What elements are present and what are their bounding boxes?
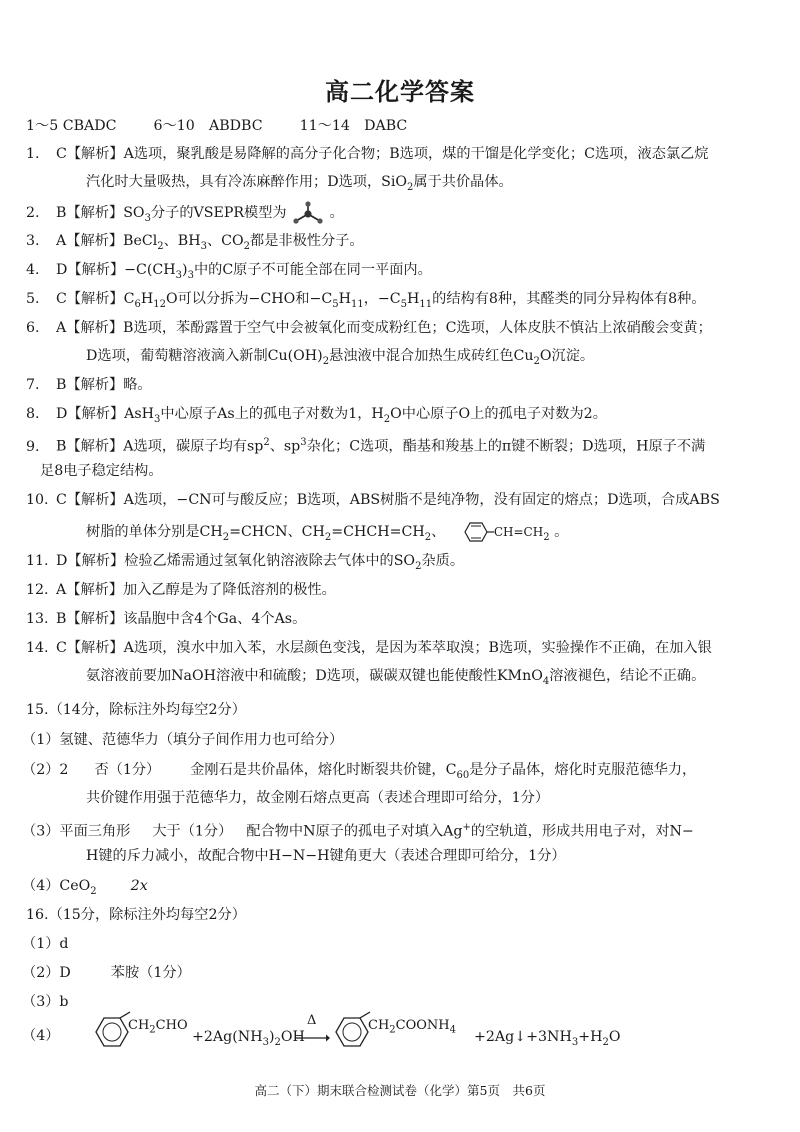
- analysis-text: −C(CH: [124, 262, 176, 278]
- question-answer: B: [56, 377, 67, 393]
- analysis-text: 的空轨道，形成共用电子对，对N−: [470, 823, 694, 840]
- analysis-text: （4）CeO: [22, 878, 91, 894]
- analysis-text: 该晶胞中含4个Ga、4个As。: [123, 611, 307, 627]
- analysis-text: 、BH: [163, 233, 201, 249]
- q15-part2-line1: [22, 760, 696, 786]
- reactant-aldehyde-substituent: [128, 1016, 188, 1041]
- analysis-text: （2）D: [22, 965, 71, 981]
- analysis-text: 、CO: [206, 233, 244, 249]
- analysis-text: 否（1分）: [94, 762, 161, 778]
- q16-part2: [22, 963, 191, 983]
- analysis-tag: 【解析】: [67, 262, 125, 278]
- analysis-text: ): [268, 1029, 275, 1045]
- question-answer: B: [56, 205, 67, 221]
- analysis-text: A选项，聚乳酸是易降解的高分子化合物；B选项，煤的干馏是化学变化；C选项，液态氯乙烷: [123, 146, 709, 162]
- analysis-text: +2Ag↓+3NH: [474, 1029, 572, 1045]
- reaction-arrow-icon: [296, 1033, 330, 1043]
- question-answer: A: [56, 582, 67, 598]
- analysis-text: +2Ag(NH: [192, 1029, 263, 1045]
- subscript: 2: [274, 1036, 281, 1048]
- analysis-text: A选项，−CN可与酸反应；B选项，ABS树脂不是纯净物，没有固定的熔点；D选项，合成ABS: [123, 492, 720, 508]
- subscript: 60: [456, 769, 470, 781]
- analysis-tag: 【解析】: [66, 320, 124, 336]
- subscript: 3: [571, 1036, 579, 1048]
- analysis-text: 加入乙醇是为了降低溶剂的极性。: [123, 582, 336, 598]
- product-ammonium-salt-substituent: [368, 1016, 456, 1041]
- analysis-text: 杂化；C选项，酯基和羧基上的π键不断裂；D选项，H原子不满: [306, 438, 706, 455]
- subscript: 3: [144, 212, 151, 224]
- subscript: 2: [322, 355, 330, 367]
- q16-part4-label: （4）: [22, 1028, 60, 1044]
- analysis-text: 足8电子稳定结构。: [40, 463, 163, 479]
- subscript: 3: [187, 269, 194, 281]
- subscript: 2: [389, 1024, 396, 1036]
- question-number: 6.: [26, 320, 40, 336]
- heat-symbol: Δ: [307, 1013, 317, 1028]
- question-number: 13.: [26, 611, 49, 627]
- q15-part3-line1: [22, 818, 694, 842]
- analysis-text: O沉淀。: [539, 348, 595, 364]
- question-number: 2.: [26, 205, 40, 221]
- reactant-tollens: [192, 1027, 305, 1053]
- analysis-tag: 【解析】: [66, 291, 124, 307]
- question-answer: B: [56, 438, 67, 455]
- q4-line: [26, 260, 432, 286]
- analysis-text: COONH: [395, 1018, 450, 1033]
- analysis-text: 中的C原子不可能全部在同一平面内。: [193, 262, 432, 278]
- analysis-tag: 【解析】: [66, 233, 124, 249]
- subscript: 3: [262, 1036, 269, 1048]
- subscript: 4: [449, 1024, 457, 1036]
- answer-key-row: [26, 116, 407, 136]
- q15-part3-line2: H键的斥力减小，故配合物中H−N−H键角更大（表述合理即可给分，1分）: [86, 848, 566, 864]
- subscript: 5: [332, 298, 339, 310]
- subscript: 2: [222, 531, 230, 543]
- analysis-text: 略。: [123, 377, 152, 393]
- subscript: 2: [407, 181, 414, 193]
- subscript: 3: [175, 269, 183, 281]
- q1-line2: [86, 172, 513, 198]
- analysis-tag: 【解析】: [66, 492, 124, 508]
- subscript: 2: [543, 531, 550, 543]
- question-number: 5.: [26, 291, 40, 307]
- subscript: 11: [350, 298, 364, 310]
- page-footer: 高二（下）期末联合检测试卷（化学）第5页 共6页: [254, 1083, 546, 1098]
- q10-line2: [86, 520, 568, 548]
- analysis-text: ，−C: [363, 291, 401, 307]
- question-number: 9.: [26, 438, 40, 455]
- analysis-text: 。: [554, 524, 569, 540]
- answer-key-6-10: 6～10 ABDBC: [153, 118, 263, 134]
- analysis-text: CH: [128, 1018, 150, 1033]
- analysis-text: C: [123, 291, 135, 307]
- analysis-text: 2x: [130, 878, 148, 894]
- q2-line: [26, 202, 344, 229]
- analysis-tag: 【解析】: [66, 611, 124, 627]
- analysis-text: 、: [431, 524, 446, 540]
- question-number: 11.: [26, 553, 49, 569]
- subscript: 4: [542, 675, 550, 687]
- q5-line: [26, 289, 706, 315]
- q12-line: [26, 580, 336, 600]
- analysis-text: 配合物中N原子的孤电子对填入Ag: [246, 823, 463, 840]
- analysis-text: A选项，碳原子均有sp: [123, 438, 264, 455]
- q13-line: [26, 609, 306, 629]
- q10-line1: [26, 490, 720, 510]
- analysis-text: 氨溶液前要加NaOH溶液中和硫酸；D选项，碳碳双键也能使酸性KMnO: [86, 668, 543, 684]
- question-number: 8.: [26, 406, 40, 422]
- analysis-text: B选项，苯酚露置于空气中会被氧化而变成粉红色；C选项，人体皮肤不慎沾上浓硝酸会变黄；: [123, 320, 712, 336]
- analysis-text: O: [608, 1029, 621, 1045]
- analysis-text: CH=CH: [493, 525, 544, 539]
- analysis-text: OH: [280, 1029, 305, 1045]
- analysis-tag: 【解析】: [66, 438, 124, 455]
- analysis-text: 杂质。: [421, 553, 465, 569]
- question-answer: D: [56, 553, 68, 569]
- question-answer: C: [56, 492, 67, 508]
- question-number: 12.: [26, 582, 49, 598]
- subscript: 2: [415, 560, 422, 572]
- analysis-tag: 【解析】: [67, 406, 125, 422]
- analysis-text: +H: [578, 1029, 603, 1045]
- analysis-tag: 【解析】: [66, 377, 124, 393]
- analysis-text: 的结构有8种，其醛类的同分异构体有8种。: [432, 291, 706, 307]
- q7-line: [26, 375, 152, 395]
- analysis-tag: 【解析】: [66, 640, 124, 656]
- question-answer: A: [56, 320, 67, 336]
- products-rest: [474, 1027, 621, 1053]
- analysis-text: 中心原子As上的孤电子对数为1，H: [160, 406, 384, 422]
- analysis-text: 分子的VSEPR模型为: [150, 205, 287, 221]
- subscript: 2: [149, 1024, 156, 1036]
- analysis-text: CH: [368, 1018, 390, 1033]
- q15-part4: [22, 876, 148, 902]
- question-number: 7.: [26, 377, 40, 393]
- analysis-text: 汽化时大量吸热，具有冷冻麻醉作用；D选项，SiO: [86, 174, 408, 190]
- question-number: 3.: [26, 233, 40, 249]
- question-answer: D: [56, 406, 68, 422]
- benzene-ring-icon: [458, 520, 494, 544]
- analysis-text: ): [182, 262, 188, 278]
- subscript: 3: [200, 240, 207, 252]
- q6-line1: [26, 318, 712, 338]
- analysis-text: 溶液褪色，结论不正确。: [549, 668, 706, 684]
- analysis-text: =CHCH=CH: [331, 524, 425, 540]
- q9-line2: [40, 461, 163, 481]
- subscript: 2: [602, 1036, 609, 1048]
- analysis-text: 苯胺（1分）: [110, 965, 191, 981]
- question-number: 14.: [26, 640, 49, 656]
- q9-line1: [26, 433, 705, 457]
- analysis-tag: 【解析】: [66, 146, 124, 162]
- q15-heading: 15.（14分，除标注外均每空2分）: [26, 702, 246, 718]
- analysis-text: 。: [329, 205, 344, 221]
- page-title: 高二化学答案: [325, 78, 475, 106]
- subscript: 2: [324, 531, 332, 543]
- analysis-text: AsH: [124, 406, 155, 422]
- q3-line: [26, 231, 364, 257]
- question-number: 10.: [26, 492, 49, 508]
- analysis-tag: 【解析】: [67, 553, 125, 569]
- subscript: 12: [153, 298, 166, 310]
- question-number: 1.: [26, 146, 40, 162]
- question-number: 4.: [26, 262, 40, 278]
- analysis-text: A选项，溴水中加入苯，水层颜色变浅，是因为苯萃取溴；B选项，实验操作不正确，在加入银: [123, 640, 712, 656]
- analysis-text: O可以分拆为−CHO和−C: [165, 291, 333, 307]
- subscript: 6: [134, 298, 141, 310]
- analysis-text: 属于共价晶体。: [413, 174, 513, 190]
- analysis-text: CHO: [155, 1018, 188, 1033]
- analysis-text: BeCl: [123, 233, 158, 249]
- q16-part1: （1）d: [22, 936, 69, 952]
- subscript: 2: [424, 531, 432, 543]
- analysis-tag: 【解析】: [66, 582, 124, 598]
- q6-line2: [86, 346, 594, 372]
- analysis-text: H: [140, 291, 154, 307]
- analysis-text: 都是非极性分子。: [250, 233, 364, 249]
- analysis-text: 金刚石是共价晶体，熔化时断裂共价键，C: [190, 762, 457, 778]
- trigonal-planar-model-icon: [291, 202, 325, 224]
- subscript: 11: [419, 298, 433, 310]
- question-answer: C: [56, 146, 67, 162]
- subscript: 2: [533, 355, 540, 367]
- subscript: 2: [243, 240, 251, 252]
- superscript: 2: [263, 437, 270, 448]
- q8-line: [26, 404, 607, 430]
- question-answer: C: [56, 291, 67, 307]
- q16-part3: （3）b: [22, 994, 69, 1010]
- subscript: 2: [90, 885, 97, 897]
- question-answer: C: [56, 640, 67, 656]
- question-answer: D: [56, 262, 68, 278]
- analysis-text: （3）平面三角形: [22, 823, 131, 840]
- answer-key-11-14: 11～14 DABC: [299, 118, 408, 134]
- analysis-text: （2）2: [22, 762, 69, 778]
- analysis-text: SO: [123, 205, 145, 221]
- analysis-text: H: [338, 291, 351, 307]
- analysis-text: H: [407, 291, 420, 307]
- analysis-text: 树脂的单体分别是CH: [86, 524, 223, 540]
- subscript: 3: [154, 413, 161, 425]
- q14-line1: [26, 638, 712, 658]
- q11-line: [26, 551, 464, 577]
- superscript: 3: [300, 437, 307, 448]
- analysis-text: 检验乙烯需通过氢氧化钠溶液除去气体中的SO: [124, 553, 416, 569]
- q1-line1: [26, 144, 708, 164]
- q15-part1: （1）氢键、范德华力（填分子间作用力也可给分）: [22, 732, 344, 748]
- subscript: 2: [157, 240, 164, 252]
- superscript: +: [462, 822, 471, 833]
- analysis-text: =CHCN、CH: [229, 524, 325, 540]
- analysis-text: 悬浊液中混合加热生成砖红色Cu: [329, 348, 534, 364]
- analysis-text: D选项，葡萄糖溶液滴入新制Cu(OH): [86, 348, 323, 364]
- q16-heading: 16.（15分，除标注外均每空2分）: [26, 907, 246, 923]
- subscript: 2: [383, 413, 391, 425]
- analysis-text: 、sp: [269, 438, 301, 455]
- analysis-tag: 【解析】: [66, 205, 124, 221]
- analysis-text: 是分子晶体，熔化时克服范德华力，: [469, 762, 697, 778]
- q14-line2: [86, 666, 705, 692]
- q15-part2-line2: 共价键作用强于范德华力，故金刚石熔点更高（表述合理即可给分，1分）: [86, 790, 550, 806]
- analysis-text: 大于（1分）: [152, 823, 233, 840]
- subscript: 5: [400, 298, 408, 310]
- analysis-text: O中心原子O上的孤电子对数为2。: [390, 406, 607, 422]
- answer-key-1-5: 1～5 CBADC: [26, 118, 117, 134]
- question-answer: B: [56, 611, 67, 627]
- question-answer: A: [56, 233, 67, 249]
